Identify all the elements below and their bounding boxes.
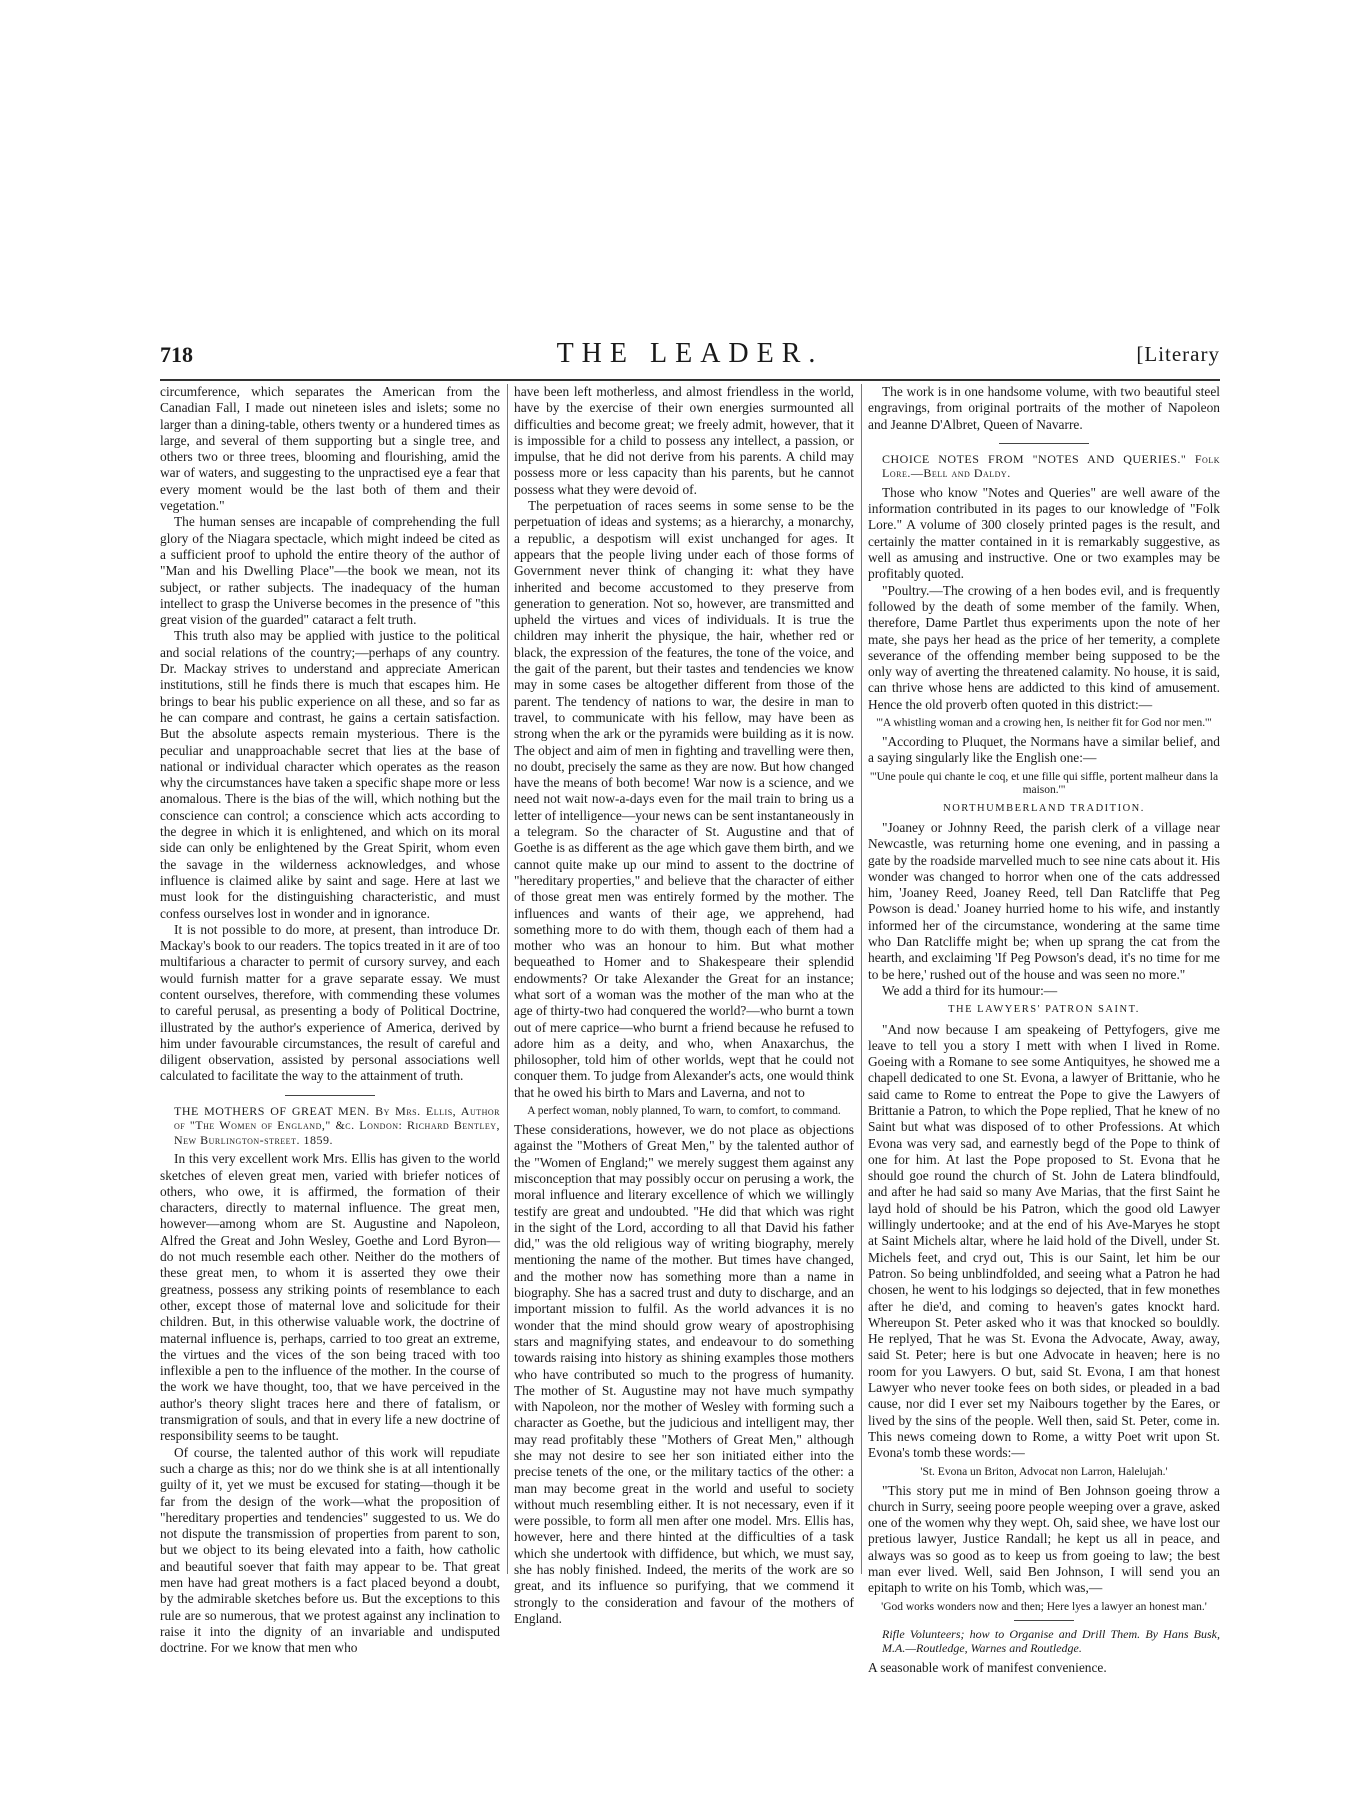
paragraph: "Joaney or Johnny Reed, the parish clerk of a village near Newcastle, was returning home one evening, and in passing a gate by the roadside marvelled much to see nine cats about it. His wonder was changed to horror when one of the cats addressed him, 'Joaney Reed, Joaney Reed, tell Dan Ratcliffe that Peg Powson is dead.' Joaney hurried home to his wife, and instantly informed her of the circumstance, wondering at the same time who Dan Ratcliffe might be; when up sprang the cat from the hearth, and exclaiming 'If Peg Powson's dead, it's no time for me to be here,' rushed out of the house and was seen no more." <box>868 819 1220 982</box>
paragraph: "According to Pluquet, the Normans have a similar belief, and a saying singularly like the English one:— <box>868 734 1220 766</box>
paragraph: have been left motherless, and almost friendless in the world, have by the exercise of their own energies surmounted all difficulties and become great; we freely admit, however, that it is impossible for a child to possess any intellect, a passion, or impulse, that he did not derive from his parents. A child may possess more or less capacity than his parents, but he cannot possess what they were devoid of. <box>514 384 854 497</box>
column-divider <box>861 384 862 1574</box>
paragraph: In this very excellent work Mrs. Ellis has given to the world sketches of eleven great men, varied with briefer notices of others, who owe, it is affirmed, the formation of their characters, directly to maternal influence. The great men, however—among whom are St. Augustine and Napoleon, Alfred the Great and John Wesley, Goethe and Lord Byron—do not much resemble each other. Neither do the mothers of these great men, to whom it is asserted they owe their greatness, possess any striking points of resemblance to each other, except those of maternal love and solicitude for their children. But, in this otherwise valuable work, the doctrine of maternal influence is, perhaps, carried to too great an extreme, the virtues and the vices of the son being traced with too inflexible a pen to the influence of the mother. In the course of the work we have thought, too, that we have perceived in the author's theory slight traces here and there of fatalism, or transmigration of souls, and that in every life a new doctrine of responsibility seems to be taught. <box>160 1151 500 1444</box>
section-label: [Literary <box>1136 342 1220 366</box>
verse-quote: 'St. Evona un Briton, Advocat non Larron, Halelujah.' <box>920 1465 1168 1478</box>
verse-quote: "'Une poule qui chante le coq, et une fille qui siffle, portent malheur dans la maison.'" <box>869 770 1219 796</box>
review-heading: THE MOTHERS OF GREAT MEN. By Mrs. Ellis, Author of "The Women of England," &c. London: Richard Bentley, New Burlington-street. 1859. <box>174 1103 500 1147</box>
paragraph: It is not possible to do more, at present, than introduce Dr. Mackay's book to our readers. The topics treated in it are of too multifarious a character to permit of cursory survey, and each would furnish matter for a grave separate essay. We must content ourselves, therefore, with commending these volumes to careful perusal, as presenting a body of Political Doctrine, illustrated by the author's experience of America, derived by him under favourable circumstances, the result of careful and diligent observation, assisted by personal associations well calculated to facilitate the way to the attainment of truth. <box>160 921 500 1084</box>
column-1 <box>160 384 500 1656</box>
paragraph: The perpetuation of races seems in some sense to be the perpetuation of ideas and systems; as a hierarchy, a monarchy, a republic, a despotism will exist unchanged for ages. It appears that the people living under each of those forms of Government never think of changing it: what they have inherited and become accustomed to they preserve from generation to generation. Not so, however, are transmitted and upheld the virtues and vices of individuals. It is true the children may inherit the physique, the hair, whether red or black, the expression of the features, the tone of the voice, and the gait of the parent, but their tastes and tendencies we know may in some cases be altogether different from those of the parent. The tendency of nations to war, the desire in man to travel, to communicate with his fellow, may have been as strong when the ark or the pyramids were building as it is now. The object and aim of men in fighting and travelling were then, no doubt, precisely the same as they are now. But how changed have the means of both become! War now is a science, and we need not wait now-a-days even for the mail train to bring us a letter of intelligence—your news can be sent instantaneously in a telegram. So the character of St. Augustine and that of Goethe is as different as the age which gave them birth, and we cannot quite make up our mind to assent to the doctrine of "hereditary properties," and believe that the character of either of those great men was entirely formed by the mother. The influences and wants of their age, we apprehend, had something more to do with them, though each of them had a mother who was an honour to him. But what mother bequeathed to Homer and to Shakespeare their splendid endowments? Or take Alexander the Great for an instance; what sort of a woman was the mother of the man who at the age of thirty-two had conquered the world?—who burnt a town out of mere caprice—who burnt a friend because he refused to adore him as a deity, and who, when Anaxarchus, the philosopher, told him of other worlds, wept that he could not conquer them. To judge from Alexander's acts, one would think that he owed his birth to Mars and Laverna, and not to <box>514 498 855 1100</box>
paragraph: Those who know "Notes and Queries" are well aware of the information contributed in its pages to our knowledge of "Folk Lore." A volume of 300 closely printed pages is the result, and certainly the matter contained in it is remarkably suggestive, as well as amusing and instructive. One or two examples may be profitably quoted. <box>868 484 1220 582</box>
subheading: NORTHUMBERLAND TRADITION. <box>943 802 1145 814</box>
paragraph: This truth also may be applied with justice to the political and social relations of the country;—perhaps of any country. Dr. Mackay strives to understand and appreciate American institutions, still he finds there is much that escapes him. He brings to bear his public experience on all these, and so far as he can compare and contrast, he gains a certain satisfaction. But the absolute aspects remain mysterious. There is the peculiar and unapproachable secret that lies at the base of national or individual character which operates as the reason why the circumstances have taken a specific shape more or less anomalous. There is the bias of the will, which nothing but the conscience can control; a conscience which acts according to the degree in which it is enlightened, and which on its moral side can only be enlightened by the Great Spirit, whom even the savage in the wilderness acknowledges, and whose influence is claimed alike by saint and sage. Here at last we must look for the distinguishing characteristic, and must confess ourselves lost in wonder and in ignorance. <box>160 628 500 921</box>
section-separator <box>285 1095 375 1096</box>
verse-quote: "'A whistling woman and a crowing hen, Is neither fit for God nor men.'" <box>876 717 1212 730</box>
verse-quote: 'God works wonders now and then; Here lyes a lawyer an honest man.' <box>881 1600 1207 1613</box>
paragraph: The human senses are incapable of comprehending the full glory of the Niagara spectacle, which might indeed be cited as a sufficient proof to uphold the entire theory of the author of "Man and his Dwelling Place"—the book we mean, not its subject, or rather subjects. The inadequacy of the human intellect to grasp the Universe becomes in the presence of "this great vision of the guarded" cataract a felt truth. <box>160 514 500 628</box>
review-heading: Rifle Volunteers; how to Organise and Drill Them. By Hans Busk, M.A.—Routledge, Warnes and Routledge. <box>882 1626 1220 1656</box>
review-heading: CHOICE NOTES FROM "NOTES AND QUERIES." Folk Lore.—Bell and Daldy. <box>882 451 1220 481</box>
verse-quote: A perfect woman, nobly planned, To warn, to comfort, to command. <box>527 1105 841 1118</box>
column-3 <box>868 384 1220 1676</box>
header-rule <box>160 379 1220 381</box>
paragraph: "Poultry.—The crowing of a hen bodes evil, and is frequently followed by the death of some member of the family. When, therefore, Dame Partlet thus experiments upon the note of her mate, she pays her head as the price of her temerity, a complete severance of the offending member being supposed to be the only way of averting the threatened calamity. No house, it is said, can thrive whose hens are addicted to this kind of amusement. Hence the old proverb often quoted in this district:— <box>868 582 1220 712</box>
section-separator <box>1014 1620 1074 1621</box>
column-divider <box>507 384 508 1574</box>
subheading: THE LAWYERS' PATRON SAINT. <box>948 1004 1140 1016</box>
paragraph: "This story put me in mind of Ben Johnson goeing throw a church in Surry, seeing poore people weeping over a grave, asked one of the women why they wept. Oh, said shee, we have lost our pretious lawyer, Justice Randall; he kept us all in peace, and always was so good as to keep us from goeing to law; the best man ever lived. Well, said Ben Johnson, I will send you an epitaph to write on his Tomb, which was,— <box>868 1482 1220 1596</box>
paragraph: The work is in one handsome volume, with two beautiful steel engravings, from original portraits of the mother of Napoleon and Jeanne D'Albret, Queen of Navarre. <box>868 384 1220 432</box>
page-number: 718 <box>160 342 193 367</box>
column-2 <box>514 384 854 1627</box>
masthead-title: THE LEADER. <box>556 338 824 369</box>
paragraph: "And now because I am speakeing of Pettyfogers, give me leave to tell you a story I mett with when I lived in Rome. Goeing with a Romane to see some Antiquityes, he showed me a chapell dedicated to one St. Evona, a lawyer of Brittanie, who he said came to Rome to entreat the Pope to give the Lawyers of Brittanie a Patron, to which the Pope replied, That he knew of no Saint but what was disposed of to other Professions. At which Evona was very sad, and earnestly begd of the Pope to think of one for him. At last the Pope proposed to St. Evona that he should goe round the church of St. John de Latera blindfould, and after he had said so many Ave Marias, that the first Saint he layd hold of should be his Patron, which the good old Lawyer willingly undertooke; and at the end of his Ave-Maryes he stopt at Saint Michels altar, where he laid hold of the Divell, under St. Michels feet, and cryd out, This is our Saint, let him be our Patron. So being unblindfolded, and seeing what a Patron he had chosen, he went to his lodgings so dejected, that in few monethes after he die'd, and coming to heaven's gates knockt hard. Whereupon St. Peter asked who it was that knocked so bouldly. He replyed, That he was St. Evona the Advocate, Away, away, said St. Peter; here is but one Advocate in heaven; here is no room for you Lawyers. O but, said St. Evona, I am that honest Lawyer who never tooke fees on both sides, or pleaded in a bad cause, nor did I ever set my Naibours together by the Eares, or lived by the sins of the people. Well then, said St. Peter, come in. This news comeing down to Rome, a witty Poet writ upon St. Evona's tomb these words:— <box>868 1021 1220 1461</box>
paragraph: A seasonable work of manifest convenience. <box>868 1659 1107 1675</box>
paragraph: circumference, which separates the American from the Canadian Fall, I made out nineteen isles and islets; some no larger than a dining-table, others twenty or a hundered times as large, and several of them supporting but a single tree, and others two or three trees, blooming and flourishing, amid the war of waters, and suggesting to the unpractised eye a fear that every moment would be the last both of them and their vegetation." <box>160 384 500 514</box>
paragraph: We add a third for its humour:— <box>882 982 1058 998</box>
page-header <box>160 338 1220 374</box>
section-separator <box>999 443 1089 444</box>
paragraph: Of course, the talented author of this work will repudiate such a charge as this; nor do we think she is at all intentionally guilty of it, yet we must be excused for stating—though it be far from the design of the work—what the proposition of "hereditary properties and tendencies" suggested to us. We do not dispute the transmission of properties from parent to son, but we object to its being elevated into a faith, how catholic and beautiful soever that faith may appear to be. That great men have had great mothers is a fact placed beyond a doubt, by the admirable sketches before us. But the exceptions to this rule are so numerous, that we protest against any inclination to raise it into the dignity of an invariable and undisputed doctrine. For we know that men who <box>160 1444 500 1656</box>
paragraph: These considerations, however, we do not place as objections against the "Mothers of Great Men," by the talented author of the "Women of England;" we merely suggest them against any misconception that may possibly occur on perusing a work, the moral influence and literary excellence of which we willingly testify are great and undoubted. "He did that which was right in the sight of the Lord, according to all that David his father did," was the old religious way of writing biography, merely mentioning the name of the mother. But times have changed, and the mother now has something more than a name in biography. She has a sacred trust and duty to discharge, and an important mission to fulfil. As the world advances it is no wonder that the mind should grow weary of apostrophising stars and magnifying states, and endeavour to do something towards raising into history as shining examples those mothers who have contributed so much to the progress of humanity. The mother of St. Augustine may not have much sympathy with Napoleon, nor the mother of Wesley with forming such a character as Goethe, but the judicious and intelligent may, ther may read profitably these "Mothers of Great Men," although she may not desire to see her son initiated either into the precise tenets of the one, or the military tactics of the other: a man may become great in the world and useful to society without much resembling either. It is not necessary, even if it were possible, to form all men after one model. Mrs. Ellis has, however, here and there hinted at the difficulties of a task which she undertook with diffidence, but which, we must say, she has nobly finished. Indeed, the merits of the work are so great, and its influence so purifying, that we commend it strongly to the consideration and favour of the mothers of England. <box>514 1122 854 1626</box>
